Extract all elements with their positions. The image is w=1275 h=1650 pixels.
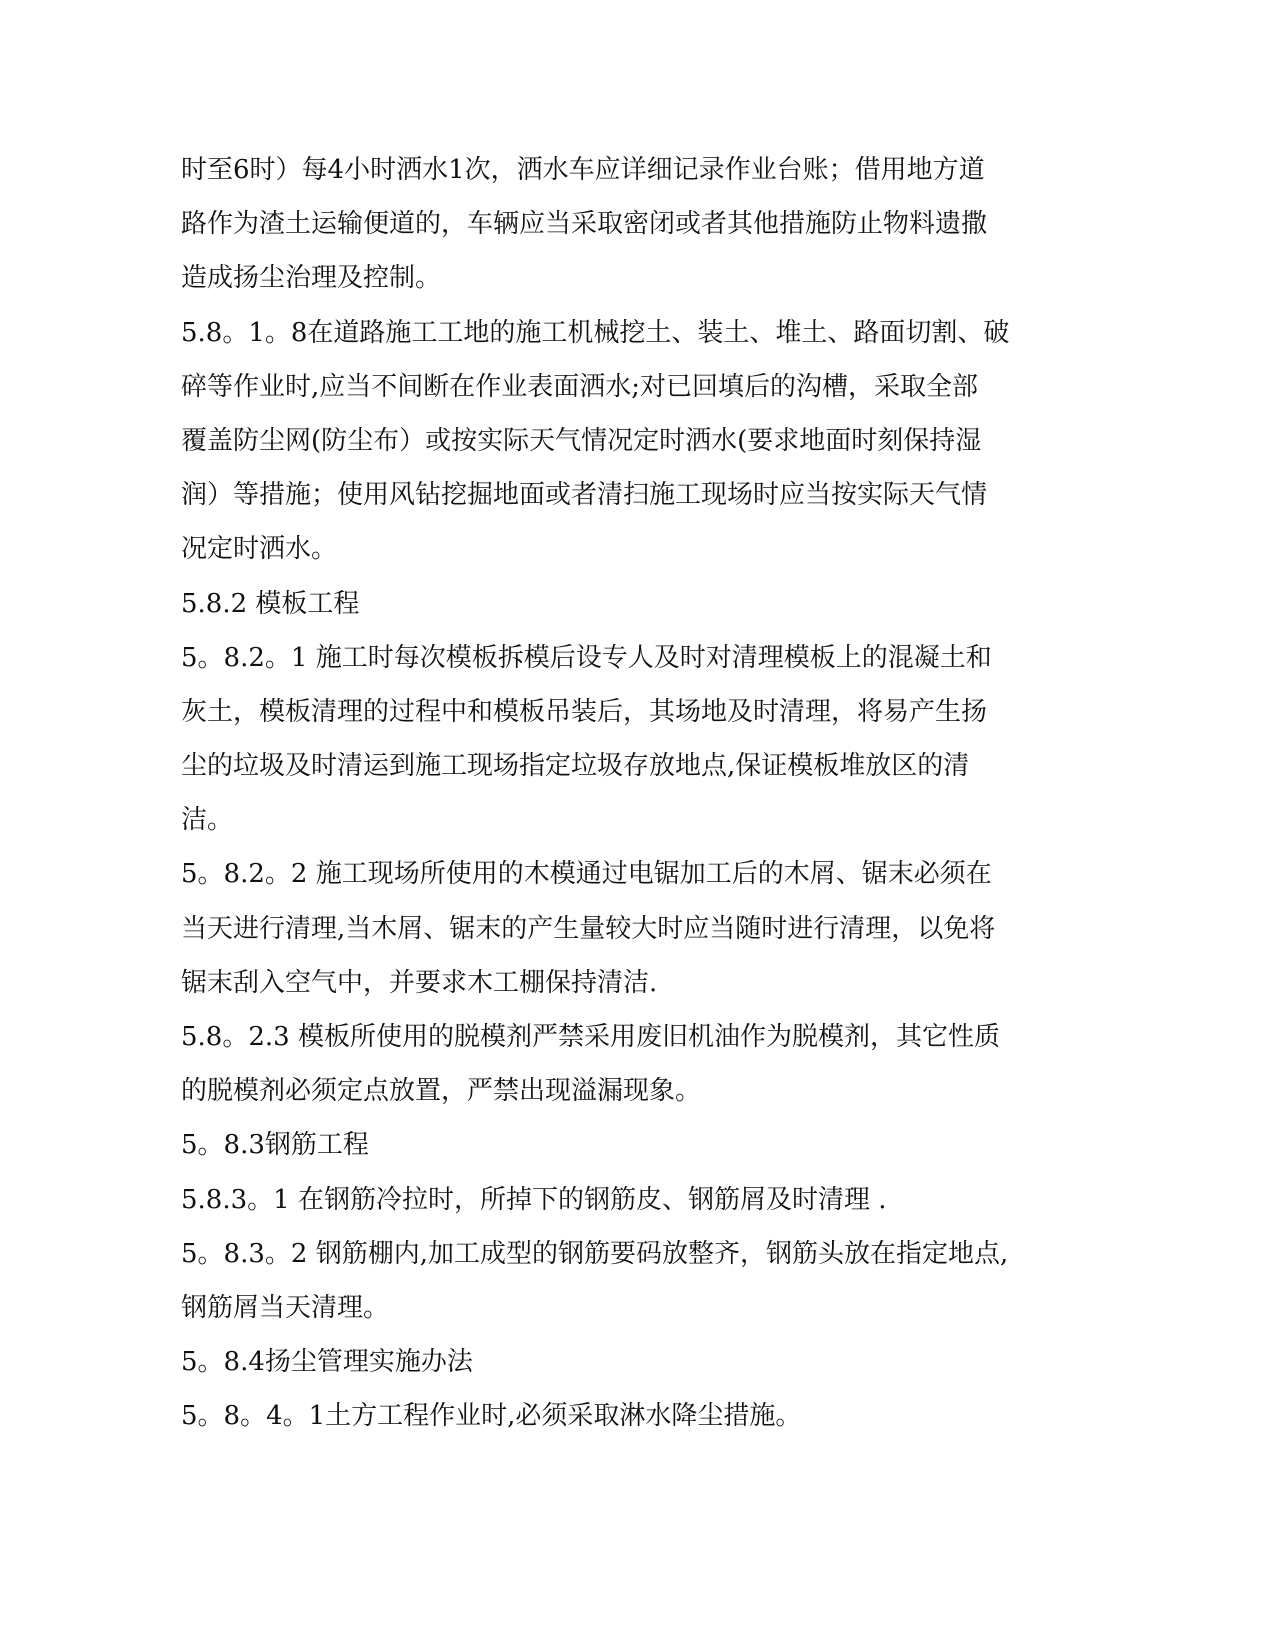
section-heading: 5。8.4扬尘管理实施办法 <box>181 1347 473 1378</box>
text-line: 5。8.2。2 施工现场所使用的木模通过电锯加工后的木屑、锯末必须在 <box>181 859 992 890</box>
text-line: 况定时洒水。 <box>181 534 338 565</box>
text-line: 5。8.3。2 钢筋棚内,加工成型的钢筋要码放整齐，钢筋头放在指定地点, <box>181 1238 1009 1269</box>
text-line: 润）等措施；使用风钻挖掘地面或者清扫施工现场时应当按实际天气情 <box>181 480 988 511</box>
text-line: 5.8.3。1 在钢筋冷拉时，所掉下的钢筋皮、钢筋屑及时清理 . <box>181 1184 887 1215</box>
text-line: 造成扬尘治理及控制。 <box>181 263 442 294</box>
text-line: 当天进行清理,当木屑、锯末的产生量较大时应当随时进行清理，以免将 <box>181 913 996 944</box>
text-line: 钢筋屑当天清理。 <box>181 1292 390 1323</box>
text-line: 时至6时）每4小时洒水1次，洒水车应详细记录作业台账；借用地方道 <box>181 155 985 185</box>
text-line: 覆盖防尘网(防尘布）或按实际天气情况定时洒水(要求地面时刻保持湿 <box>181 425 982 456</box>
section-heading: 5.8.2 模板工程 <box>181 588 360 619</box>
text-line: 灰土，模板清理的过程中和模板吊装后，其场地及时清理，将易产生扬 <box>181 696 988 727</box>
text-line: 5.8。2.3 模板所使用的脱模剂严禁采用废旧机油作为脱模剂，其它性质 <box>181 1022 1000 1052</box>
text-line: 5。8。4。1土方工程作业时,必须采取淋水降尘措施。 <box>181 1401 802 1432</box>
section-heading: 5。8.3钢筋工程 <box>181 1130 369 1161</box>
text-line: 路作为渣土运输便道的，车辆应当采取密闭或者其他措施防止物料遗撒 <box>181 209 988 240</box>
text-line: 的脱模剂必须定点放置，严禁出现溢漏现象。 <box>181 1076 702 1107</box>
body-text <box>181 143 1101 1444</box>
text-line: 碎等作业时,应当不间断在作业表面洒水;对已回填后的沟槽，采取全部 <box>181 371 979 402</box>
text-line: 锯末刮入空气中，并要求木工棚保持清洁. <box>181 967 658 998</box>
text-line: 5.8。1。8在道路施工工地的施工机械挖土、装土、堆土、路面切割、破 <box>181 317 1010 348</box>
text-line: 尘的垃圾及时清运到施工现场指定垃圾存放地点,保证模板堆放区的清 <box>181 751 970 782</box>
text-line: 5。8.2。1 施工时每次模板拆模后设专人及时对清理模板上的混凝土和 <box>181 642 992 673</box>
text-line: 洁。 <box>181 805 234 836</box>
